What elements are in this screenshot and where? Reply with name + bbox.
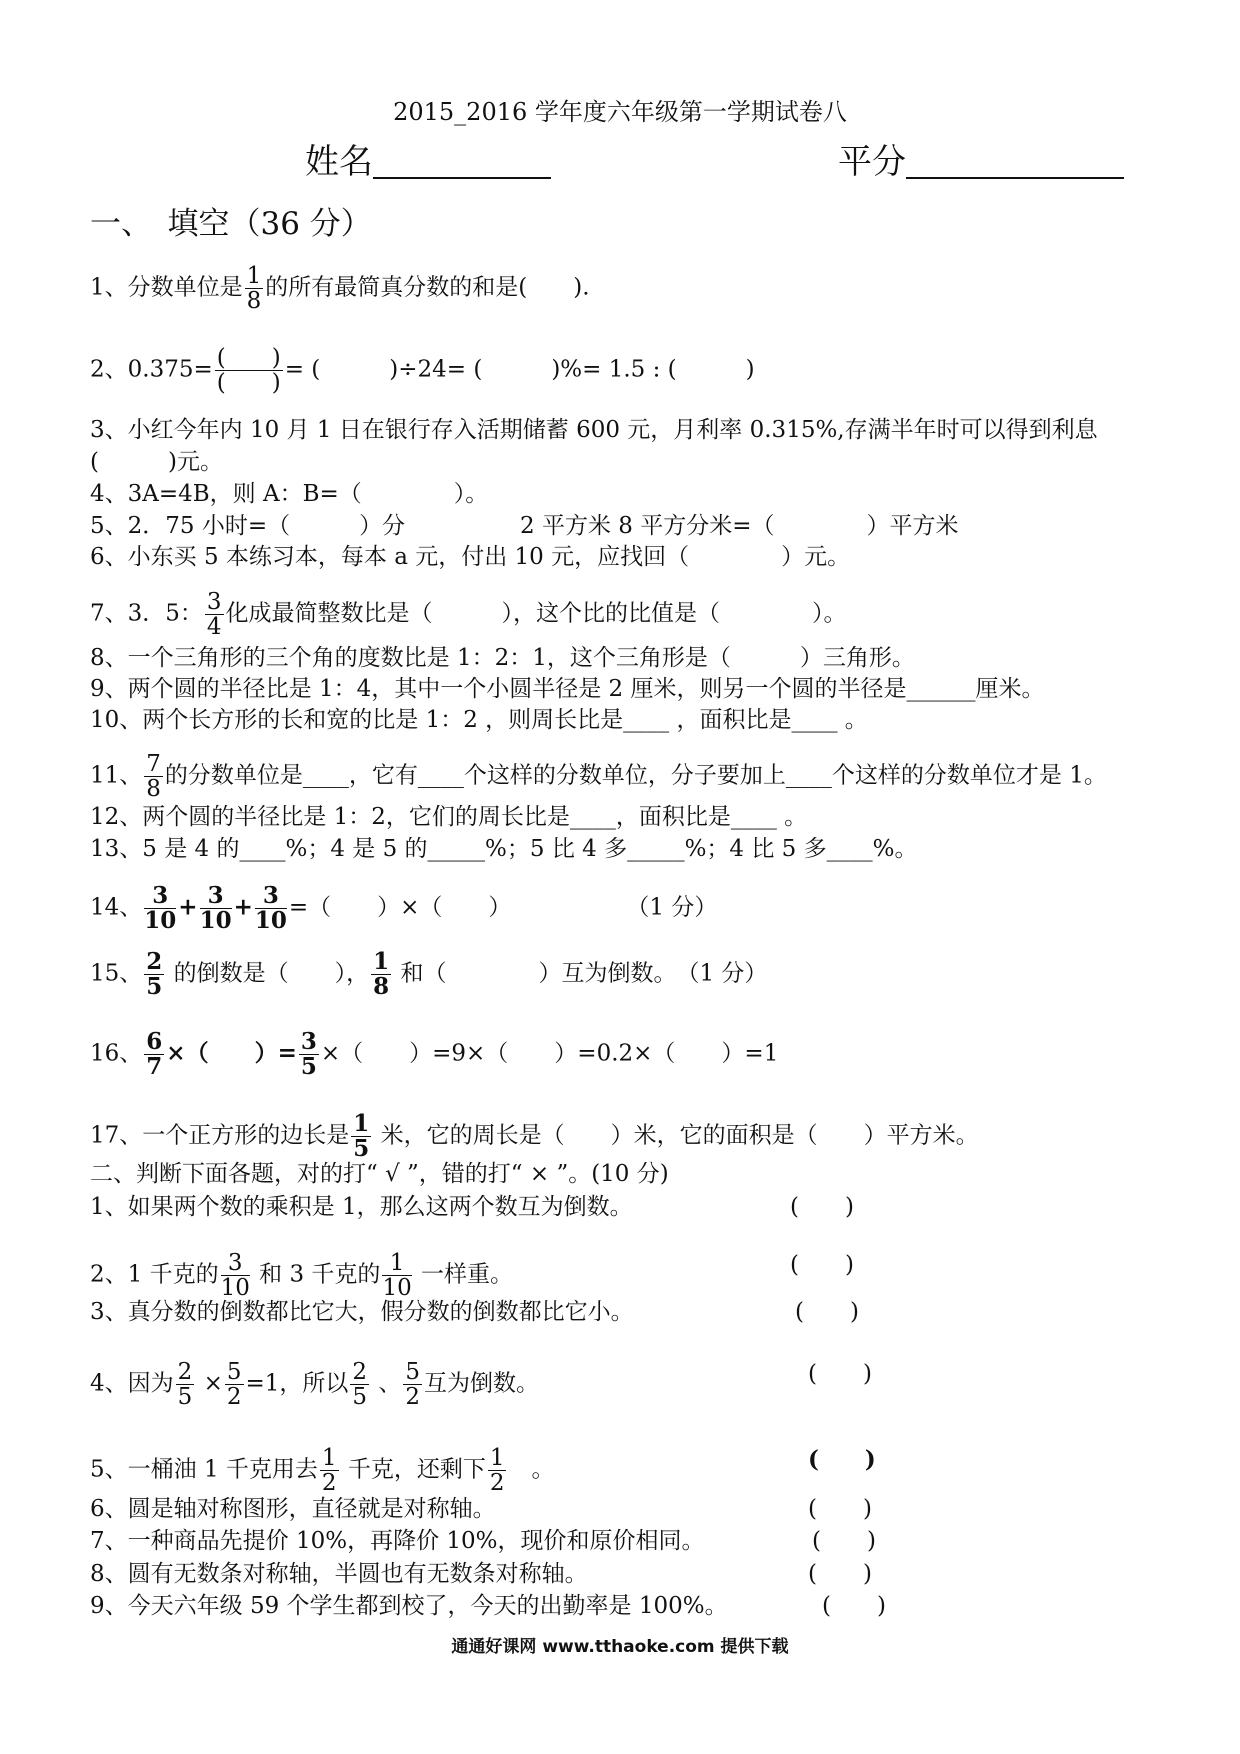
fraction-numerator: 2 [177, 1359, 193, 1385]
fraction-numerator: 1 [353, 1110, 370, 1137]
fraction-denominator: 8 [373, 973, 390, 1001]
fraction-denominator: 10 [254, 907, 287, 935]
q15-text-end: 和（ ）互为倒数。 （1 分） [400, 960, 768, 987]
score-blank [906, 143, 1124, 179]
question-16 [90, 1030, 778, 1079]
section1-title: 填空（36 分） [167, 206, 372, 242]
fraction-denominator: 5 [146, 973, 163, 1001]
q17-fraction [351, 1112, 371, 1161]
j4-text: 4、因为 [90, 1370, 174, 1397]
question-3-line1: 3、小红今年内 10 月 1 日在银行存入活期储蓄 600 元，月利率 0.315%,存满半年时可以得到利息 [90, 417, 1098, 443]
q1-fraction [245, 264, 264, 313]
judge-4-paren: ( ) [808, 1361, 872, 1387]
plus-sign: + [178, 893, 198, 921]
fraction-numerator: 1 [382, 1251, 411, 1276]
question-14 [90, 884, 717, 933]
fraction-denominator: 5 [300, 1053, 317, 1081]
fraction-numerator: 1 [321, 1445, 337, 1471]
fraction-numerator: ( ) [216, 345, 281, 371]
j4-separator: 、 [378, 1370, 402, 1397]
q15-text-mid: 的倒数是（ ）， [173, 960, 370, 987]
fraction-numerator: 3 [300, 1028, 317, 1055]
judge-8-paren: ( ) [808, 1561, 872, 1587]
question-6: 6、小东买 5 本练习本，每本 a 元，付出 10 元，应找回（ ）元。 [90, 544, 851, 570]
question-13: 13、5 是 4 的____%；4 是 5 的_____%；5 比 4 多_____%；4 比 5 多____%。 [90, 836, 918, 862]
times-sign: × [203, 1370, 223, 1397]
q7-fraction [205, 590, 224, 639]
fraction-numerator: 5 [226, 1359, 242, 1385]
q7-text: 7、3．5： [90, 600, 203, 627]
q14-fraction-2 [200, 884, 232, 933]
fraction-numerator: 5 [405, 1359, 421, 1385]
judge-3-paren: ( ) [795, 1299, 859, 1325]
fraction-denominator: 10 [382, 1275, 412, 1302]
j2-text: 2、1 千克的 [90, 1261, 219, 1288]
name-field [305, 134, 551, 183]
j5-text-end: 。 [531, 1456, 555, 1483]
fraction-numerator: 1 [246, 263, 262, 289]
fraction-denominator: 2 [489, 1470, 505, 1497]
fraction-numerator: 3 [200, 884, 232, 909]
judge-9-paren: ( ) [822, 1593, 886, 1619]
section2-heading: 二、判断下面各题，对的打“ √ ”，错的打“ × ”。(10 分) [90, 1161, 669, 1187]
judge-1-paren: ( ) [790, 1194, 854, 1220]
question-4: 4、3A=4B，则 A：B=（ ）。 [90, 481, 489, 507]
question-2 [90, 346, 755, 395]
q1-text-end: 的所有最简真分数的和是( ). [265, 274, 590, 301]
j5-fraction-2 [488, 1446, 507, 1495]
q7-text-end: 化成最简整数比是（ ），这个比的比值是（ ）。 [225, 600, 847, 627]
q14-fraction-3 [255, 884, 287, 933]
judge-5-paren: ( ) [808, 1446, 876, 1473]
j4-fraction-4 [403, 1360, 422, 1409]
fraction-denominator: 7 [146, 1053, 163, 1081]
judge-8: 8、圆有无数条对称轴，半圆也有无数条对称轴。 [90, 1561, 588, 1587]
q14-fraction-1 [144, 884, 176, 933]
question-5a: 5、2．75 小时=（ ）分 [90, 513, 406, 539]
name-label: 姓名 [305, 142, 373, 182]
question-5b: 2 平方米 8 平方分米=（ ）平方米 [520, 513, 959, 539]
fraction-numerator: 1 [489, 1445, 505, 1471]
q15-fraction-1 [144, 950, 164, 999]
name-blank [373, 143, 551, 179]
question-15 [90, 950, 767, 999]
question-8: 8、一个三角形的三个角的度数比是 1：2：1，这个三角形是（ ）三角形。 [90, 645, 915, 671]
fraction-numerator: 3 [255, 884, 287, 909]
q14-text: 14、 [90, 894, 143, 921]
fraction-denominator: 10 [220, 1275, 250, 1302]
q17-text-end: 米，它的周长是（ ）米，它的面积是（ ）平方米。 [380, 1122, 979, 1149]
fraction-numerator: 3 [144, 884, 176, 909]
judge-9: 9、今天六年级 59 个学生都到校了，今天的出勤率是 100%。 [90, 1593, 728, 1619]
judge-1: 1、如果两个数的乘积是 1，那么这两个数互为倒数。 [90, 1194, 633, 1220]
j4-text-mid: =1，所以 [245, 1370, 349, 1397]
section1-number: 一、 [90, 206, 137, 242]
fraction-numerator: 3 [206, 589, 222, 615]
j5-text-mid: 千克，还剩下 [347, 1456, 486, 1483]
fraction-numerator: 2 [146, 948, 163, 975]
j4-fraction-1 [176, 1360, 195, 1409]
question-3-line2: ( )元。 [90, 449, 223, 475]
q15-text: 15、 [90, 960, 143, 987]
q16-fraction-1 [144, 1030, 164, 1079]
question-12: 12、两个圆的半径比是 1：2，它们的周长比是____，面积比是____ 。 [90, 804, 808, 830]
fraction-denominator: 8 [246, 288, 262, 315]
score-label: 平分 [838, 142, 906, 182]
question-7 [90, 590, 847, 639]
q11-fraction [144, 752, 163, 801]
q15-fraction-2 [371, 950, 391, 999]
j4-fraction-2 [225, 1360, 244, 1409]
judge-5 [90, 1446, 554, 1495]
footer-credit: 通通好课网 www.tthaoke.com 提供下载 [451, 1637, 789, 1657]
q2-text-end: = ( )÷24= ( )%= 1.5 : ( ) [284, 356, 755, 383]
judge-4 [90, 1360, 539, 1409]
question-9: 9、两个圆的半径比是 1：4，其中一个小圆半径是 2 厘米，则另一个圆的半径是______厘米。 [90, 676, 1045, 702]
judge-6-paren: ( ) [808, 1496, 872, 1522]
j5-text: 5、一桶油 1 千克用去 [90, 1456, 318, 1483]
plus-sign: + [233, 893, 253, 921]
q11-text-end: 的分数单位是____，它有____个这样的分数单位，分子要加上____个这样的分数单位才是 1。 [164, 762, 1107, 789]
fraction-numerator: 2 [352, 1359, 368, 1385]
fraction-denominator: 5 [352, 1384, 368, 1411]
question-10: 10、两个长方形的长和宽的比是 1：2 ，则周长比是____ ，面积比是____ 。 [90, 707, 868, 733]
judge-7-paren: ( ) [812, 1528, 876, 1554]
judge-7: 7、一种商品先提价 10%，再降价 10%，现价和原价相同。 [90, 1528, 705, 1554]
j2-text-mid: 和 3 千克的 [259, 1261, 381, 1288]
q2-text: 2、0.375= [90, 356, 213, 383]
q1-text: 1、分数单位是 [90, 274, 243, 301]
fraction-denominator: 10 [199, 907, 232, 935]
fraction-denominator: 2 [405, 1384, 421, 1411]
judge-6: 6、圆是轴对称图形，直径就是对称轴。 [90, 1496, 496, 1522]
section1-heading [90, 198, 372, 243]
q16-text: 16、 [90, 1040, 143, 1067]
j5-fraction-1 [320, 1446, 339, 1495]
exam-title: 2015_2016 学年度六年级第一学期试卷八 [393, 98, 847, 126]
q16-text-end: ×（ ）=9×（ ）=0.2×（ ）=1 [320, 1040, 779, 1067]
fraction-numerator: 1 [373, 948, 390, 975]
question-1 [90, 264, 590, 313]
j2-text-end: 一样重。 [421, 1261, 514, 1288]
fraction-denominator: 5 [177, 1384, 193, 1411]
fraction-denominator: 5 [353, 1135, 370, 1163]
judge-3: 3、真分数的倒数都比它大，假分数的倒数都比它小。 [90, 1299, 634, 1325]
j2-fraction-2 [382, 1251, 411, 1300]
j4-text-end: 互为倒数。 [424, 1370, 540, 1397]
fraction-numerator: 3 [221, 1251, 250, 1276]
fraction-denominator: 2 [226, 1384, 242, 1411]
judge-2-paren: ( ) [790, 1252, 854, 1278]
q16-text-mid: ×（ ）= [166, 1039, 297, 1067]
question-11 [90, 752, 1107, 801]
fraction-denominator: ( ) [216, 370, 281, 397]
fraction-denominator: 4 [206, 614, 222, 641]
fraction-numerator: 7 [146, 751, 161, 777]
q11-text: 11、 [90, 762, 143, 789]
judge-2 [90, 1251, 513, 1300]
score-field [838, 134, 1124, 183]
fraction-denominator: 8 [146, 776, 161, 803]
question-17 [90, 1112, 979, 1161]
q17-text: 17、一个正方形的边长是 [90, 1122, 350, 1149]
q16-fraction-2 [299, 1030, 319, 1079]
j2-fraction-1 [221, 1251, 250, 1300]
q14-text-end: =（ ）×（ ） （1 分） [288, 894, 718, 921]
fraction-numerator: 6 [146, 1028, 163, 1055]
fraction-denominator: 2 [321, 1470, 337, 1497]
fraction-denominator: 10 [144, 907, 177, 935]
q2-fraction [215, 346, 283, 395]
j4-fraction-3 [350, 1360, 369, 1409]
